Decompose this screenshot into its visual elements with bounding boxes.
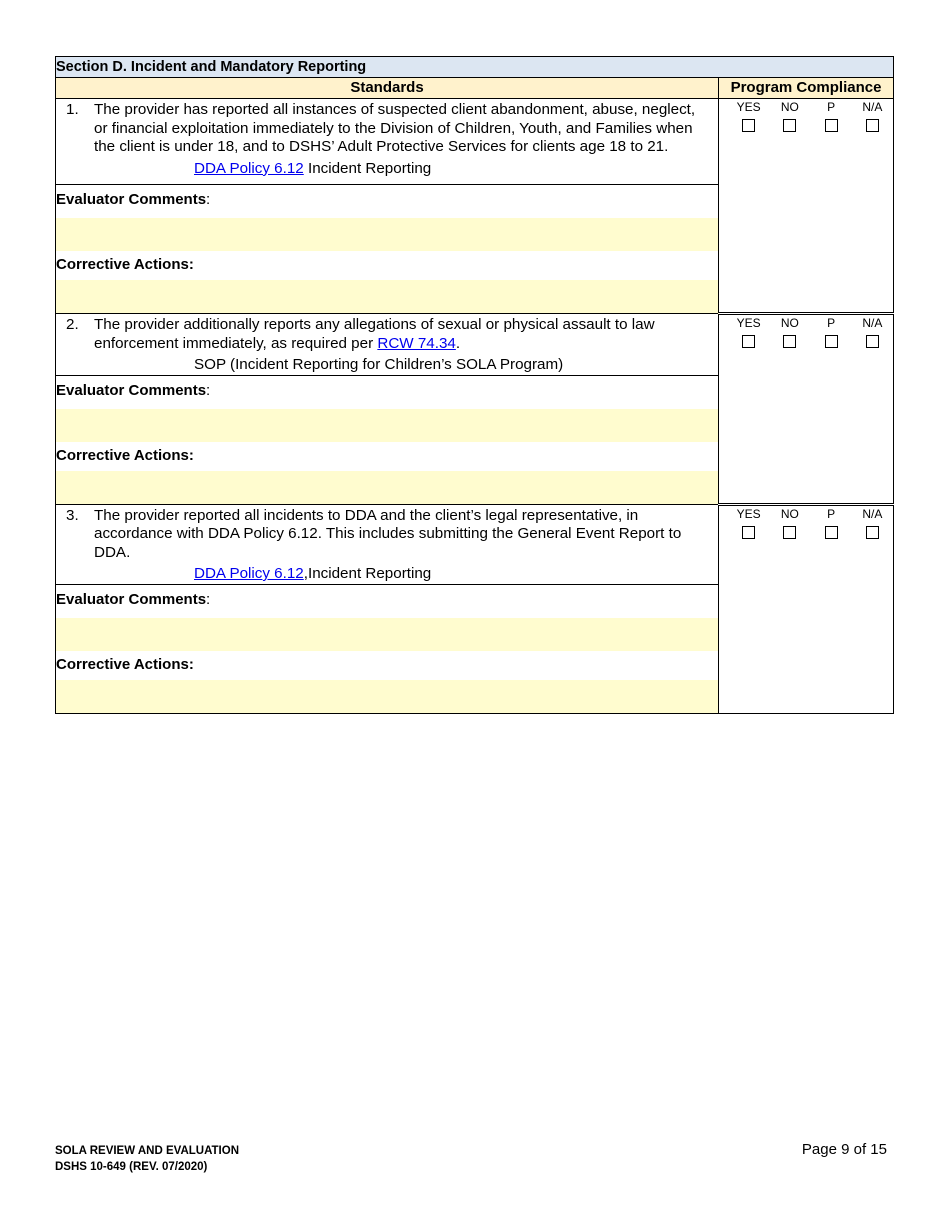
reference-text: SOP (Incident Reporting for Children’s SOLA Program) (194, 356, 564, 373)
standard-number: 2. (66, 316, 79, 333)
na-checkbox[interactable] (866, 335, 879, 348)
standard-number: 3. (66, 506, 79, 524)
partial-checkbox[interactable] (825, 119, 838, 132)
standard-text: The provider has reported all instances of suspected client abandonment, abuse, neglect, or financial exploitation immediately to the Division of Children, Youth, and Families when the client is under 18, and to DSHS’ Adult Protective Services for clients age 18 to 21. (94, 101, 696, 155)
corrective-actions-label: Corrective Actions: (56, 651, 719, 680)
reference-text: Incident Reporting (303, 159, 432, 177)
standards-header: Standards (56, 78, 719, 99)
yes-checkbox[interactable] (742, 526, 755, 539)
partial-checkbox[interactable] (825, 335, 838, 348)
corrective-actions-label: Corrective Actions: (56, 442, 719, 471)
corrective-actions-field[interactable] (56, 280, 719, 314)
dda-policy-link[interactable]: DDA Policy 6.12 (194, 565, 304, 582)
yes-label: YES (736, 316, 761, 330)
evaluator-comments-field[interactable] (56, 409, 719, 442)
evaluator-comments-label: Evaluator Comments: (56, 584, 719, 618)
reference-text: ,Incident Reporting (303, 565, 432, 582)
incident-reporting-table (55, 56, 894, 714)
no-label: NO (780, 316, 799, 330)
yes-checkbox[interactable] (742, 335, 755, 348)
compliance-cell-3 (719, 504, 894, 713)
compliance-cell-2 (719, 314, 894, 505)
standard-text: The provider reported all incidents to DDA and the client’s legal representative, in accordance with DDA Policy 6.12. This includes submitting the General Event Report to DDA. (94, 506, 682, 561)
no-label: NO (780, 506, 799, 521)
standard-number: 1. (66, 101, 79, 118)
partial-label: P (827, 100, 836, 114)
compliance-cell-1 (719, 99, 894, 314)
yes-label: YES (736, 100, 761, 114)
standard-text: The provider additionally reports any allegations of sexual or physical assault to law enforcement immediately, as required per (94, 316, 655, 352)
section-title: Section D. Incident and Mandatory Reporting (56, 57, 894, 78)
evaluator-comments-field[interactable] (56, 218, 719, 251)
page-number: Page 9 of 15 (801, 1141, 887, 1158)
evaluator-comments-label: Evaluator Comments: (56, 375, 719, 409)
standard-1 (56, 99, 719, 185)
na-checkbox[interactable] (866, 526, 879, 539)
partial-checkbox[interactable] (825, 526, 838, 539)
corrective-actions-field[interactable] (56, 680, 719, 714)
footer-left (55, 1143, 239, 1175)
corrective-actions-label: Corrective Actions: (56, 251, 719, 280)
na-label: N/A (862, 100, 883, 114)
no-checkbox[interactable] (783, 119, 796, 132)
na-checkbox[interactable] (866, 119, 879, 132)
evaluator-comments-field[interactable] (56, 618, 719, 651)
na-label: N/A (862, 316, 883, 330)
rcw-link[interactable]: RCW 74.34 (377, 334, 456, 352)
standard-2: 2. The provider additionally reports any allegations of sexual or physical assault to law enforcement immediately, as required per RCW 74.34. SOP (Incident Reporting for Children’s SOLA Program) (56, 314, 719, 376)
na-label: N/A (862, 506, 883, 521)
standard-3 (56, 504, 719, 584)
partial-label: P (827, 316, 836, 330)
no-checkbox[interactable] (783, 526, 796, 539)
yes-checkbox[interactable] (742, 119, 755, 132)
partial-label: P (827, 506, 836, 521)
no-checkbox[interactable] (783, 335, 796, 348)
dda-policy-link[interactable]: DDA Policy 6.12 (194, 159, 304, 177)
yes-label: YES (736, 506, 761, 521)
no-label: NO (780, 100, 799, 114)
footer-title: SOLA REVIEW AND EVALUATION (55, 1145, 239, 1157)
footer-form-number: DSHS 10-649 (REV. 07/2020) (55, 1161, 208, 1173)
evaluator-comments-label: Evaluator Comments: (56, 185, 719, 219)
program-compliance-header: Program Compliance (719, 78, 894, 99)
corrective-actions-field[interactable] (56, 471, 719, 505)
